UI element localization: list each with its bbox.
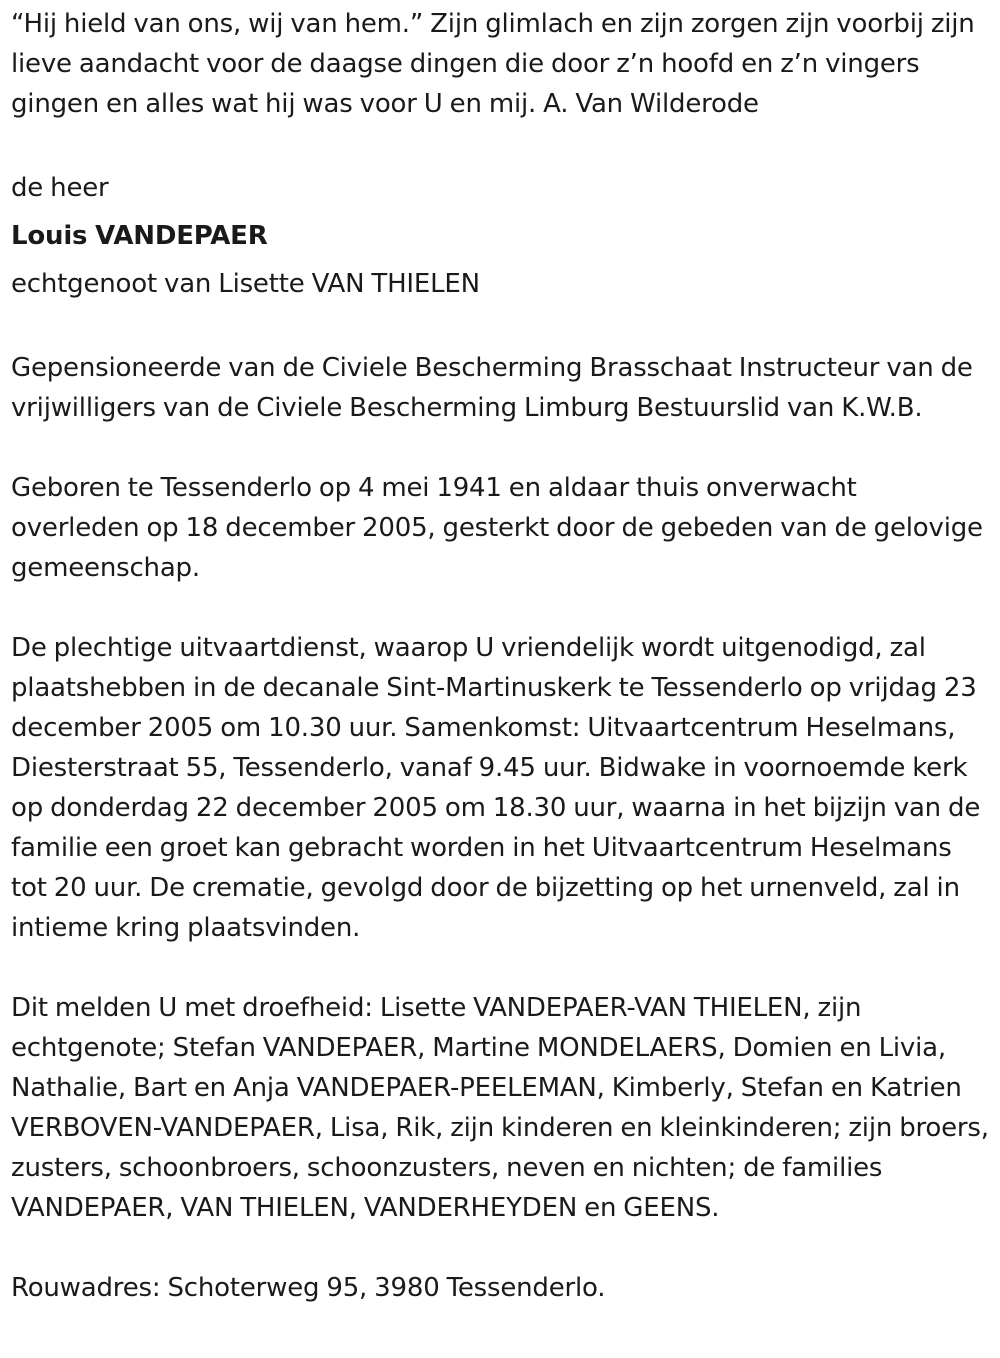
spouse-line: echtgenoot van Lisette VAN THIELEN <box>11 269 480 299</box>
obituary-notice <box>11 4 991 1308</box>
birth-death-paragraph: Geboren te Tessenderlo op 4 mei 1941 en aldaar thuis onverwacht overleden op 18 december 2005, gesterkt door de gebeden van de gelovige gemeenschap. <box>11 473 983 583</box>
deceased-name: Louis VANDEPAER <box>11 221 268 251</box>
opening-quote: “Hij hield van ons, wij van hem.” Zijn glimlach en zijn zorgen zijn voorbij zijn lieve aandacht voor de daagse dingen die door z’n hoofd en z’n vingers gingen en alles wat hij was voor U en mij. A. Van Wilderode <box>11 9 975 119</box>
mourning-address: Rouwadres: Schoterweg 95, 3980 Tessenderlo. <box>11 1273 606 1303</box>
funeral-paragraph: De plechtige uitvaartdienst, waarop U vriendelijk wordt uitgenodigd, zal plaatshebben in de decanale Sint-Martinuskerk te Tessenderlo op vrijdag 23 december 2005 om 10.30 uur. Samenkomst: Uitvaartcentrum Heselmans, Diesterstraat 55, Tessenderlo, vanaf 9.45 uur. Bidwake in voornoemde kerk op donderdag 22 december 2005 om 18.30 uur, waarna in het bijzijn van de familie een groet kan gebracht worden in het Uitvaartcentrum Heselmans tot 20 uur. De crematie, gevolgd door de bijzetting op het urnenveld, zal in intieme kring plaatsvinden. <box>11 633 981 943</box>
career-paragraph: Gepensioneerde van de Civiele Bescherming Brasschaat Instructeur van de vrijwilligers van de Civiele Bescherming Limburg Bestuurslid van K.W.B. <box>11 353 973 423</box>
honorific: de heer <box>11 173 109 203</box>
mourners-paragraph: Dit melden U met droefheid: Lisette VANDEPAER-VAN THIELEN, zijn echtgenote; Stefan VANDEPAER, Martine MONDELAERS, Domien en Livia, Nathalie, Bart en Anja VANDEPAER-PEELEMAN, Kimberly, Stefan en Katrien VERBOVEN-VANDEPAER, Lisa, Rik, zijn kinderen en kleinkinderen; zijn broers, zusters, schoonbroers, schoonzusters, neven en nichten; de families VANDEPAER, VAN THIELEN, VANDERHEYDEN en GEENS. <box>11 993 989 1223</box>
